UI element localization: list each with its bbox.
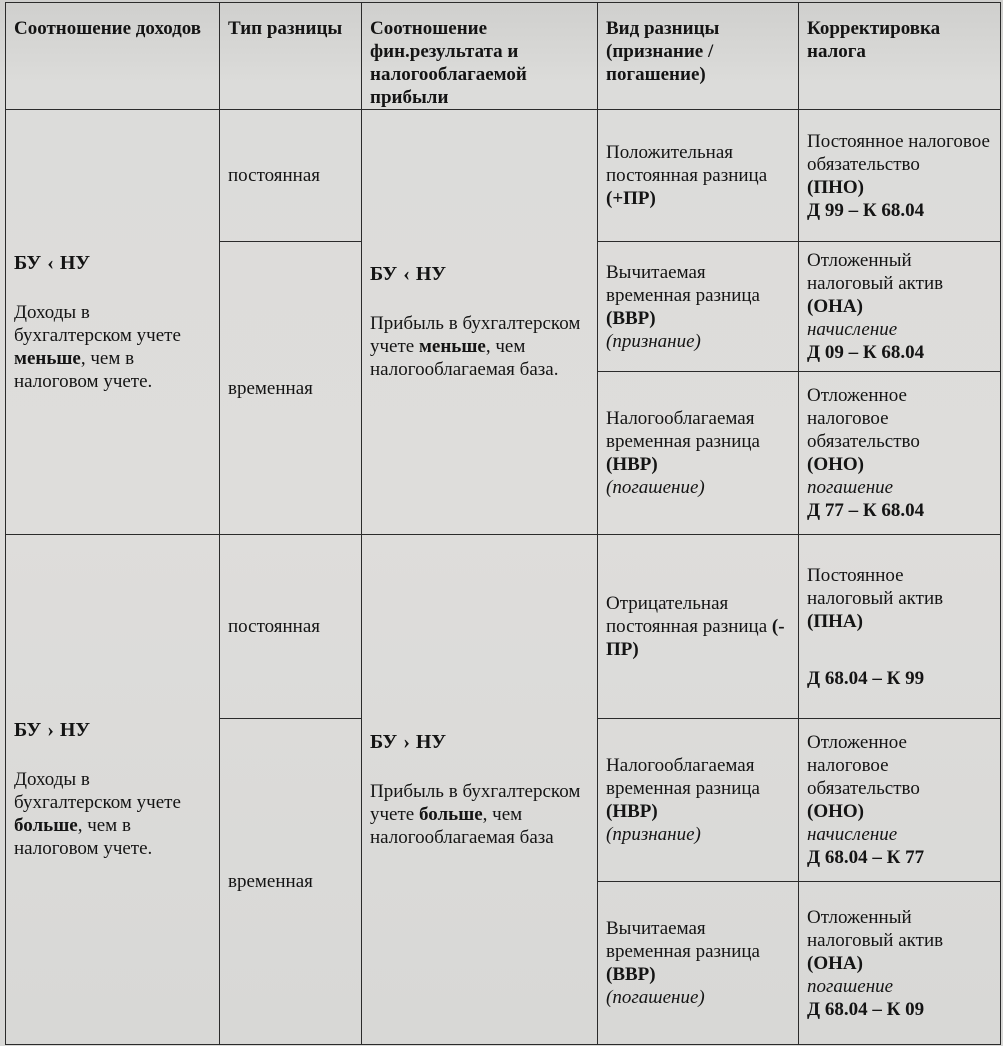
accounting-entry: Д 68.04 – К 77 xyxy=(807,847,925,868)
income-description: Доходы в бухгалтерском учете меньше, чем в налоговом учете. xyxy=(14,301,181,392)
accounting-entry: Д 77 – К 68.04 xyxy=(807,500,925,521)
relation-bu-less-nu: БУ ‹ НУ xyxy=(370,263,447,285)
profit-ratio-cell-2 xyxy=(362,535,598,1045)
income-ratio-cell-1 xyxy=(6,110,220,535)
tax-adjustment-cell: Отложенный налоговый актив (ОНА) начисление Д 09 – К 68.04 xyxy=(799,242,1001,372)
header-row xyxy=(6,3,1001,110)
tax-adjustment-cell: Отложенное налоговое обязательство (ОНО) начисление Д 68.04 – К 77 xyxy=(799,719,1001,882)
diff-type-temporary: временная xyxy=(220,719,362,1045)
diff-type-temporary: временная xyxy=(220,242,362,535)
header-diff-kind: Вид разницы (признание / погашение) xyxy=(598,3,799,110)
diff-kind-cell: Налогооблагаемая временная разница (НВР) (погашение) xyxy=(598,372,799,535)
accounting-entry: Д 09 – К 68.04 xyxy=(807,342,925,363)
table-row xyxy=(6,535,1001,719)
tax-adjustment-cell: Постоянное налоговый актив (ПНА) Д 68.04 – К 99 xyxy=(799,535,1001,719)
tax-adjustment-cell: Отложенное налоговое обязательство (ОНО) погашение Д 77 – К 68.04 xyxy=(799,372,1001,535)
relation-bu-less-nu: БУ ‹ НУ xyxy=(14,251,91,274)
income-ratio-cell-2 xyxy=(6,535,220,1045)
tax-adjustment-cell: Отложенный налоговый актив (ОНА) погашение Д 68.04 – К 09 xyxy=(799,882,1001,1045)
diff-type-permanent: постоянная xyxy=(220,535,362,719)
diff-kind-cell: Налогооблагаемая временная разница (НВР) (признание) xyxy=(598,719,799,882)
diff-kind-cell: Вычитаемая временная разница (ВВР) (признание) xyxy=(598,242,799,372)
profit-ratio-cell-1 xyxy=(362,110,598,535)
accounting-entry: Д 68.04 – К 99 xyxy=(807,667,925,689)
profit-description: Прибыль в бухгалтерском учете меньше, чем налогооблагаемая база. xyxy=(370,313,581,380)
diff-kind-cell: Отрицательная постоянная разница (-ПР) xyxy=(598,535,799,719)
header-tax-adjustment: Корректировка налога xyxy=(799,3,1001,110)
profit-description: Прибыль в бухгалтерском учете больше, чем налогооблагаемая база xyxy=(370,780,581,848)
table-row xyxy=(6,110,1001,242)
header-income-ratio: Соотношение доходов xyxy=(6,3,220,110)
diff-type-permanent: постоянная xyxy=(220,110,362,242)
tax-adjustment-cell: Постоянное налоговое обязательство (ПНО) Д 99 – К 68.04 xyxy=(799,110,1001,242)
accounting-entry: Д 68.04 – К 09 xyxy=(807,998,925,1020)
tax-difference-table xyxy=(5,2,1001,1045)
diff-kind-cell: Вычитаемая временная разница (ВВР) (погашение) xyxy=(598,882,799,1045)
relation-bu-greater-nu: БУ › НУ xyxy=(370,730,447,753)
relation-bu-greater-nu: БУ › НУ xyxy=(14,719,91,741)
header-diff-type: Тип разницы xyxy=(220,3,362,110)
diff-kind-cell: Положительная постоянная разница (+ПР) xyxy=(598,110,799,242)
income-description: Доходы в бухгалтерском учете больше, чем в налоговом учете. xyxy=(14,769,181,859)
accounting-entry: Д 99 – К 68.04 xyxy=(807,199,925,221)
header-profit-ratio: Соотношение фин.результата и налогооблагаемой прибыли xyxy=(362,3,598,110)
